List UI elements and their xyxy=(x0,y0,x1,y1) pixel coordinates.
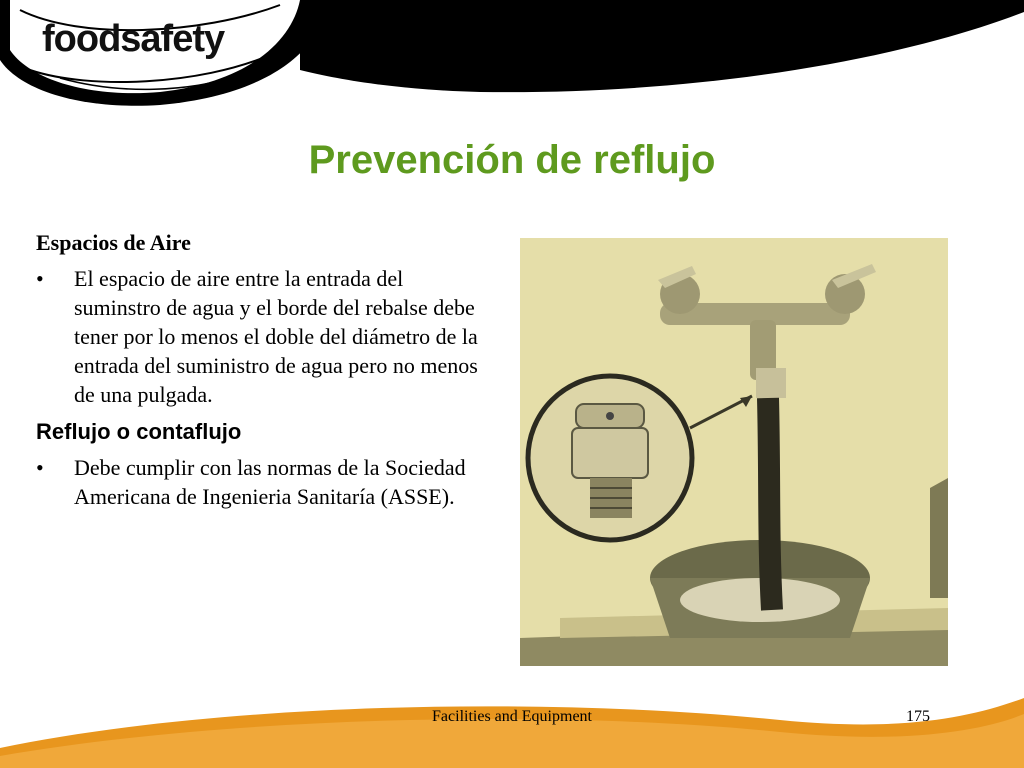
bullet-icon: • xyxy=(36,266,44,291)
bullet-text: El espacio de aire entre la entrada del suminstro de agua y el borde del rebalse debe tener por lo menos el doble del diámetro de la entrada del suministro de agua pero no menos de una pulgada. xyxy=(74,266,478,407)
page-number: 175 xyxy=(906,708,930,725)
faucet-hose-bucket-photo xyxy=(520,238,948,666)
section-heading-backflow: Reflujo o contaflujo xyxy=(36,419,242,444)
section-heading-air-gaps: Espacios de Aire xyxy=(36,230,191,255)
bullet-text: Debe cumplir con las normas de la Sociedad Americana de Ingenieria Sanitaría (ASSE). xyxy=(74,455,466,509)
page-title: Prevención de reflujo xyxy=(308,138,716,182)
bullet-icon: • xyxy=(36,455,44,480)
content-body xyxy=(36,230,492,511)
list-item xyxy=(36,453,492,511)
logo: foodsafety xyxy=(42,18,225,60)
list-item xyxy=(36,264,492,409)
footer-label: Facilities and Equipment xyxy=(432,708,592,725)
